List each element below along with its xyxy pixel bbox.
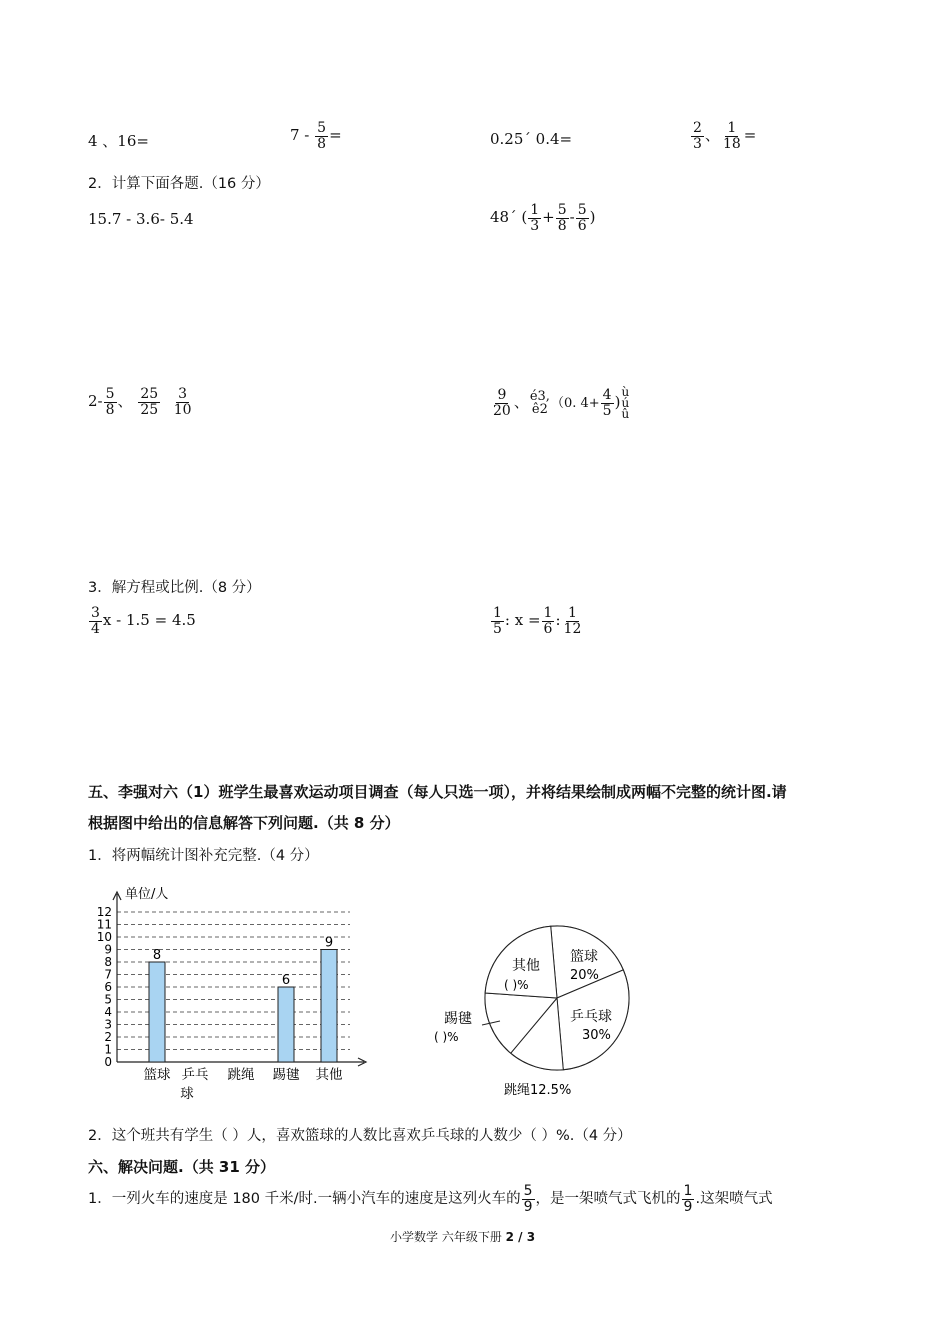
section5-line1: 五、李强对六（1）班学生最喜欢运动项目调查（每人只选一项），并将结果绘制成两幅不完整的统计图.请: [88, 783, 787, 801]
y-tick-label: 7: [104, 967, 112, 982]
data-label: 8: [152, 948, 162, 963]
y-tick-label: 8: [104, 955, 112, 969]
expr-text: 7 -: [290, 126, 315, 145]
fraction: $\frac{3}{10}$: [173, 386, 192, 418]
q2-d: $\frac{9}{20}$ 、 é3, ê2 （0. 4+ $\frac{4}{5}$ ) ù ú û: [493, 385, 630, 421]
pie-label-tijian-pct: ( )%: [434, 1030, 459, 1044]
bar: [149, 962, 165, 1062]
x-tick-label: 踢毽: [272, 1067, 300, 1083]
q2-title: 2．计算下面各题.（16 分）: [88, 176, 270, 192]
q2-c: 2- $\frac{5}{8}$ 、 $\frac{25}{25}$ $\frac{3}{10}$: [88, 386, 192, 418]
y-tick-label: 10: [96, 930, 112, 944]
fraction: $\frac{25}{25}$: [140, 386, 159, 418]
fraction: $\frac{5}{8}$: [317, 120, 327, 152]
bracket-glyphs: ù ú û: [621, 385, 630, 421]
y-tick-label: 12: [96, 905, 112, 919]
y-tick-label: 6: [104, 980, 112, 994]
footer-subject: 小学数学 六年级下册: [390, 1230, 506, 1244]
pie-label-qita-pct: ( )%: [504, 978, 529, 992]
pie-chart: [420, 905, 660, 1105]
y-tick-label: 3: [104, 1017, 112, 1032]
section5-line2: 根据图中给出的信息解答下列问题.（共 8 分）: [88, 814, 400, 832]
pie-label-tijian: 踢毽: [444, 1011, 472, 1027]
pie-label-tiaosheng: 跳绳12.5%: [504, 1083, 572, 1098]
fraction: $\frac{5}{8}$: [105, 386, 115, 418]
bar: [321, 950, 337, 1063]
q2-b: 48´ ( $\frac{1}{3}$ + $\frac{5}{8}$ - $\frac{5}{6}$ ): [490, 202, 596, 234]
y-tick-label: 2: [104, 1030, 112, 1044]
x-tick-label: 乒乓: [181, 1067, 209, 1083]
x-tick-label: 其他: [315, 1067, 343, 1083]
data-label: 9: [324, 935, 334, 951]
y-tick-label: 9: [104, 942, 112, 957]
fraction: $\frac{1}{6}$: [543, 605, 553, 637]
fraction: $\frac{2}{3}$: [693, 120, 702, 152]
pie-label-pingpang-pct: 30%: [582, 1028, 611, 1043]
section6-q1: 1．一列火车的速度是 180 千米/时.一辆小汽车的速度是这列火车的 $\frac{5}{9}$ ，是一架喷气式飞机的 $\frac{1}{9}$ .这架喷气式: [88, 1183, 773, 1215]
fraction: $\frac{5}{8}$: [557, 202, 567, 234]
page-footer: [390, 1228, 535, 1245]
data-label: 6: [281, 973, 291, 988]
y-tick-label: 11: [96, 917, 112, 932]
pie-label-lanqiu: 篮球: [570, 949, 598, 965]
x-tick-label: 球: [180, 1086, 194, 1102]
fraction: $\frac{1}{9}$: [683, 1183, 693, 1215]
pie-label-qita: 其他: [512, 958, 540, 974]
oral-calc-1: 4 、16=: [88, 132, 149, 150]
bracket-glyphs: é3, ê2: [529, 388, 550, 418]
fraction: $\frac{9}{20}$: [493, 387, 511, 419]
oral-calc-3: 0.25´ 0.4=: [490, 130, 573, 148]
q3-a: $\frac{3}{4}$ x - 1.5 = 4.5: [91, 605, 196, 637]
bar: [278, 987, 294, 1062]
bar-chart: [95, 880, 380, 1105]
y-axis-label: 单位/人: [125, 887, 169, 902]
y-tick-label: 0: [104, 1055, 112, 1069]
oral-calc-2: 7 - $\frac{5}{8}$ =: [290, 120, 342, 152]
pie-label-pingpang: 乒乓球: [570, 1009, 612, 1025]
q2-a: 15.7 - 3.6- 5.4: [88, 210, 194, 228]
y-tick-label: 5: [104, 992, 112, 1007]
y-tick-label: 1: [104, 1042, 112, 1057]
pie-label-lanqiu-pct: 20%: [570, 968, 599, 983]
fraction: $\frac{4}{5}$: [602, 387, 612, 419]
q3-b: $\frac{1}{5}$ : x = $\frac{1}{6}$ : $\frac{1}{12}$: [493, 605, 582, 637]
section5-q1: 1．将两幅统计图补充完整.（4 分）: [88, 848, 319, 864]
fraction: $\frac{1}{12}$: [563, 605, 582, 637]
section5-q2: 2．这个班共有学生（ ）人，喜欢篮球的人数比喜欢乒乓球的人数少（ ）%.（4 分）: [88, 1128, 632, 1144]
x-tick-label: 跳绳: [227, 1067, 255, 1083]
oral-calc-4: $\frac{2}{3}$ 、 $\frac{1}{18}$ =: [693, 120, 757, 152]
x-tick-label: 篮球: [143, 1067, 171, 1083]
y-tick-label: 4: [104, 1005, 112, 1019]
page-number: 2 / 3: [505, 1230, 536, 1244]
fraction: $\frac{1}{5}$: [493, 605, 502, 637]
section6-title: 六、解决问题.（共 31 分）: [88, 1158, 276, 1176]
fraction: $\frac{1}{3}$: [530, 202, 540, 234]
fraction: $\frac{5}{6}$: [577, 202, 587, 234]
fraction: $\frac{3}{4}$: [91, 605, 100, 637]
fraction: $\frac{5}{9}$: [523, 1183, 533, 1215]
q3-title: 3．解方程或比例.（8 分）: [88, 580, 261, 596]
fraction: $\frac{1}{18}$: [722, 120, 741, 152]
